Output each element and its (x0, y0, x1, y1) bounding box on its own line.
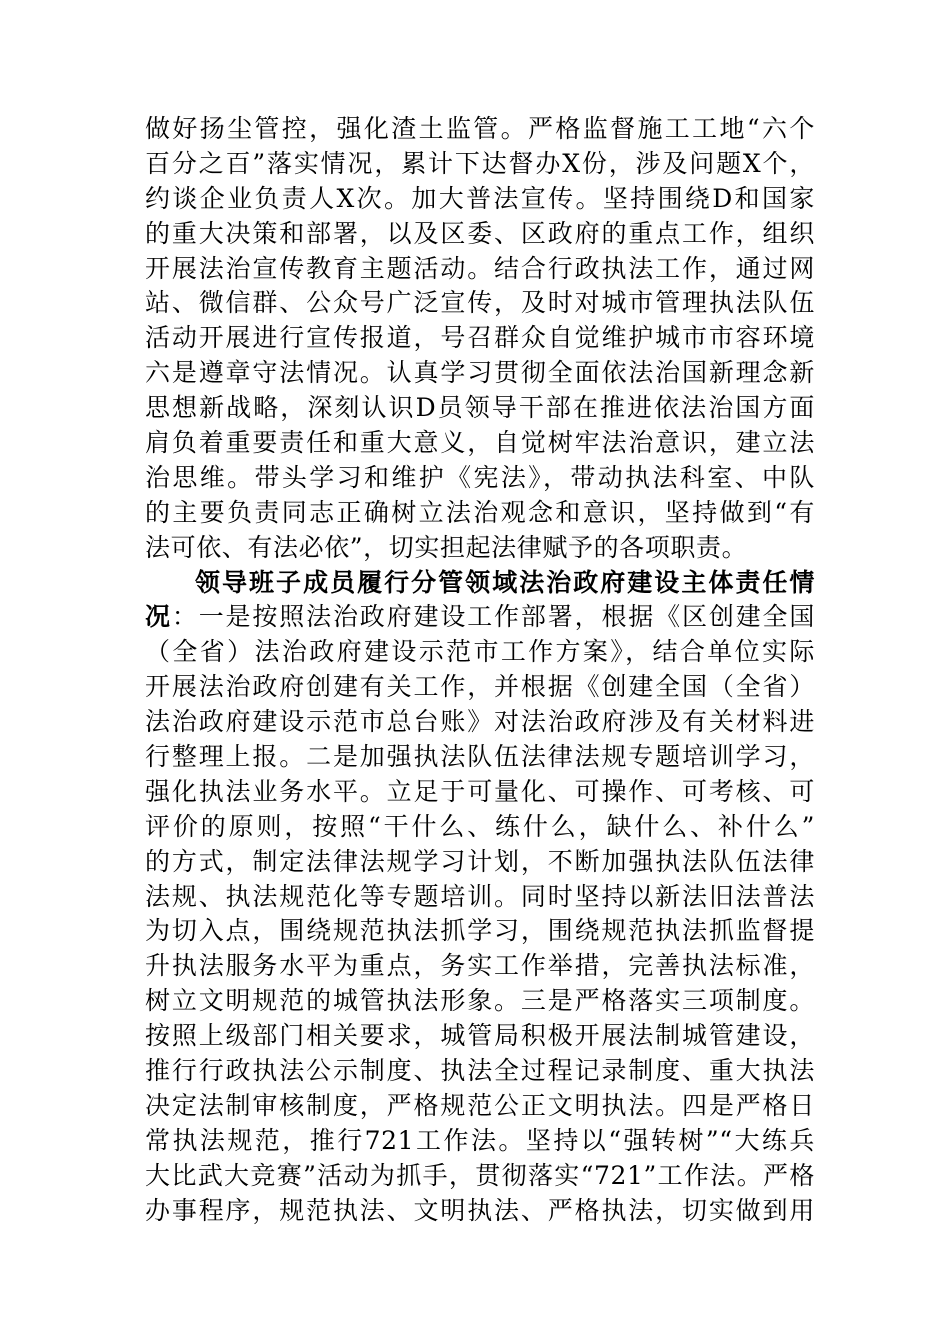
text-line: 树立文明规范的城管执法形象。三是严格落实三项制度。 (145, 986, 815, 1016)
text-line: 六是遵章守法情况。认真学习贯彻全面依法治国新理念新 (145, 358, 815, 388)
text-line: 思想新战略，深刻认识D员领导干部在推进依法治国方面 (145, 393, 815, 423)
body-text (145, 112, 815, 1229)
section-heading-end: 况 (145, 602, 172, 632)
section-heading: 领导班子成员履行分管领域法治政府建设主体责任情 (195, 567, 815, 597)
text-line: 做好扬尘管控，强化渣土监管。严格监督施工工地“六个 (145, 114, 815, 143)
text-line: 决定法制审核制度，严格规范公正文明执法。四是严格日 (145, 1090, 815, 1120)
text-line: 法规、执法规范化等专题培训。同时坚持以新法旧法普法 (145, 881, 815, 911)
text-line: 的重大决策和部署，以及区委、区政府的重点工作，组织 (145, 218, 815, 248)
text-line: 开展法治政府创建有关工作，并根据《创建全国（全省） (145, 672, 815, 702)
text-line: 升执法服务水平为重点，务实工作举措，完善执法标准， (145, 951, 815, 981)
text-line: 办事程序，规范执法、文明执法、严格执法，切实做到用 (145, 1195, 815, 1225)
text-line: （全省）法治政府建设示范市工作方案》，结合单位实际 (145, 637, 815, 667)
text-line: 法治政府建设示范市总台账》对法治政府涉及有关材料进 (145, 707, 815, 737)
text-line: 治思维。带头学习和维护《宪法》，带动执法科室、中队 (145, 462, 815, 492)
text-line: 为切入点，围绕规范执法抓学习，围绕规范执法抓监督提 (145, 916, 815, 946)
text-line: 活动开展进行宣传报道，号召群众自觉维护城市市容环境 (145, 323, 815, 353)
text-line: 法可依、有法必依”，切实担起法律赋予的各项职责。 (145, 532, 748, 562)
text-line: 开展法治宣传教育主题活动。结合行政执法工作，通过网 (145, 253, 815, 283)
text-line: 强化执法业务水平。立足于可量化、可操作、可考核、可 (145, 776, 815, 806)
text-line: 站、微信群、公众号广泛宣传，及时对城市管理执法队伍 (145, 288, 815, 318)
text-span: ：一是按照法治政府建设工作部署，根据《区创建全国 (171, 602, 815, 632)
text-line (145, 600, 815, 635)
text-line: 的主要负责同志正确树立法治观念和意识，坚持做到“有 (145, 497, 815, 527)
text-line: 按照上级部门相关要求，城管局积极开展法制城管建设， (145, 1021, 815, 1051)
text-line: 行整理上报。二是加强执法队伍法律法规专题培训学习， (145, 742, 815, 772)
text-line: 常执法规范，推行721工作法。坚持以“强转树”“大练兵 (145, 1125, 815, 1155)
text-line: 大比武大竞赛”活动为抓手，贯彻落实“721”工作法。严格 (145, 1160, 815, 1190)
text-line: 约谈企业负责人X次。加大普法宣传。坚持围绕D和国家 (145, 183, 815, 213)
text-line: 肩负着重要责任和重大意义，自觉树牢法治意识，建立法 (145, 428, 815, 458)
text-line: 百分之百”落实情况，累计下达督办X份，涉及问题X个， (145, 148, 815, 178)
text-line: 的方式，制定法律法规学习计划，不断加强执法队伍法律 (145, 846, 815, 876)
text-line: 评价的原则，按照“干什么、练什么，缺什么、补什么” (145, 811, 815, 841)
paragraph-1 (145, 112, 815, 566)
text-line: 推行行政执法公示制度、执法全过程记录制度、重大执法 (145, 1056, 815, 1086)
paragraph-2 (145, 566, 815, 1229)
